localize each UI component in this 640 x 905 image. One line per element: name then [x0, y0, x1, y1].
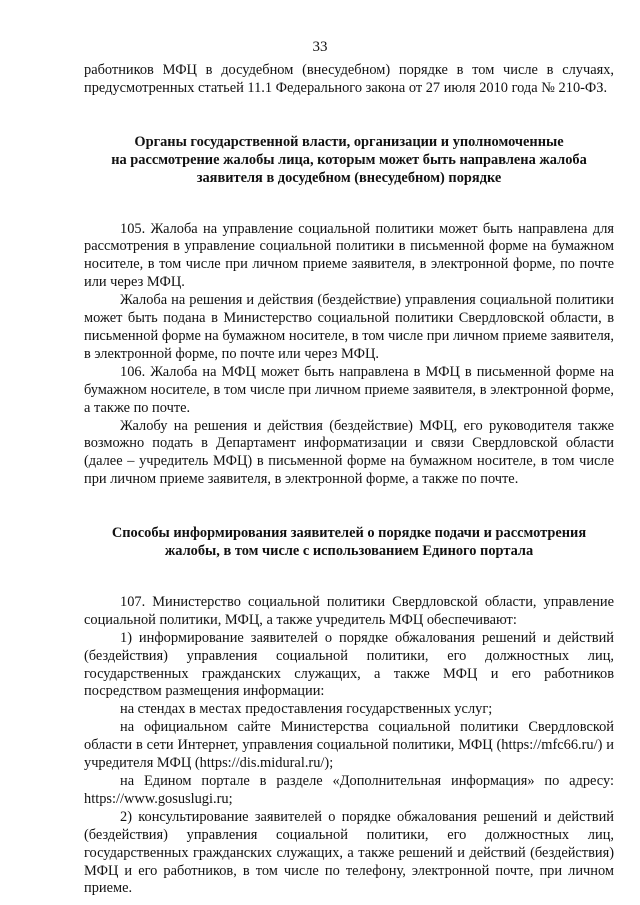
list-subitem-unified-portal: на Едином портале в разделе «Дополнительная информация» по адресу: https://www.gosuslugi.ru; — [84, 773, 614, 807]
list-subitem-official-site: на официальном сайте Министерства социальной политики Свердловской области в сети Интернет, управления социальной политики, МФЦ (https://mfc66.ru/) и учредителя МФЦ (https://dis.midural.ru/); — [84, 719, 614, 772]
section1-heading-line: заявителя в досудебном (внесудебном) порядке — [196, 169, 502, 186]
intro-paragraph: работников МФЦ в досудебном (внесудебном) порядке в том числе в случаях, предусмотренных статьей 11.1 Федерального закона от 27 июля 2010 года № 210-ФЗ. — [84, 62, 614, 96]
paragraph-105: 105. Жалоба на управление социальной политики может быть направлена для рассмотрения в управление социальной политики в письменной форме на бумажном носителе, в том числе при личном приеме заявителя, в электронной форме, по почте или через МФЦ. — [84, 220, 614, 291]
spacer — [84, 188, 614, 221]
document-body — [84, 62, 614, 898]
list-item-informing: 1) информирование заявителей о порядке обжалования решений и действий (бездействия) управления социальной политики, его должностных лиц, государственных гражданских служащих, а также МФЦ и его работников посредством размещения информации: — [84, 629, 614, 700]
spacer — [84, 98, 614, 134]
paragraph-106: 106. Жалоба на МФЦ может быть направлена в МФЦ в письменной форме на бумажном носителе, в том числе при личном приеме заявителя, в электронной форме, а также по почте. — [84, 363, 614, 416]
section1-heading-line: Органы государственной власти, организации и уполномоченные — [134, 133, 564, 150]
section1-heading — [84, 134, 614, 188]
section2-heading-line: Способы информирования заявителей о порядке подачи и рассмотрения — [111, 525, 587, 542]
spacer — [84, 561, 614, 594]
section2-heading — [84, 525, 614, 561]
spacer — [84, 489, 614, 525]
list-subitem-stands: на стендах в местах предоставления государственных услуг; — [120, 701, 493, 718]
paragraph-105-appeal-ministry: Жалоба на решения и действия (бездействие) управления социальной политики может быть подана в Министерство социальной политики Свердловской области, в письменной форме на бумажном носителе, в том числе при личном приеме заявителя, в электронной форме, по почте или через МФЦ. — [84, 292, 614, 362]
section2-heading-line: жалобы, в том числе с использованием Единого портала — [164, 543, 534, 560]
paragraph-107: 107. Министерство социальной политики Свердловской области, управление социальной политики, МФЦ, а также учредитель МФЦ обеспечивают: — [84, 593, 614, 628]
list-item-consulting: 2) консультирование заявителей о порядке обжалования решений и действий (бездействия) управления социальной политики, его должностных лиц, государственных гражданских служащих, а также решений и действий (бездействия) МФЦ и его работников, в том числе по телефону, электронной почте, при личном приеме. — [84, 808, 614, 897]
page-number: 33 — [312, 39, 328, 55]
section1-heading-line: на рассмотрение жалобы лица, которым может быть направлена жалоба — [111, 151, 587, 168]
paragraph-106-appeal-founder: Жалобу на решения и действия (бездействие) МФЦ, его руководителя также возможно подать в Департамент информатизации и связи Свердловской области (далее – учредитель МФЦ) в письменной форме на бумажном носителе, в том числе при личном приеме заявителя, в электронной форме, а также по почте. — [84, 417, 614, 488]
